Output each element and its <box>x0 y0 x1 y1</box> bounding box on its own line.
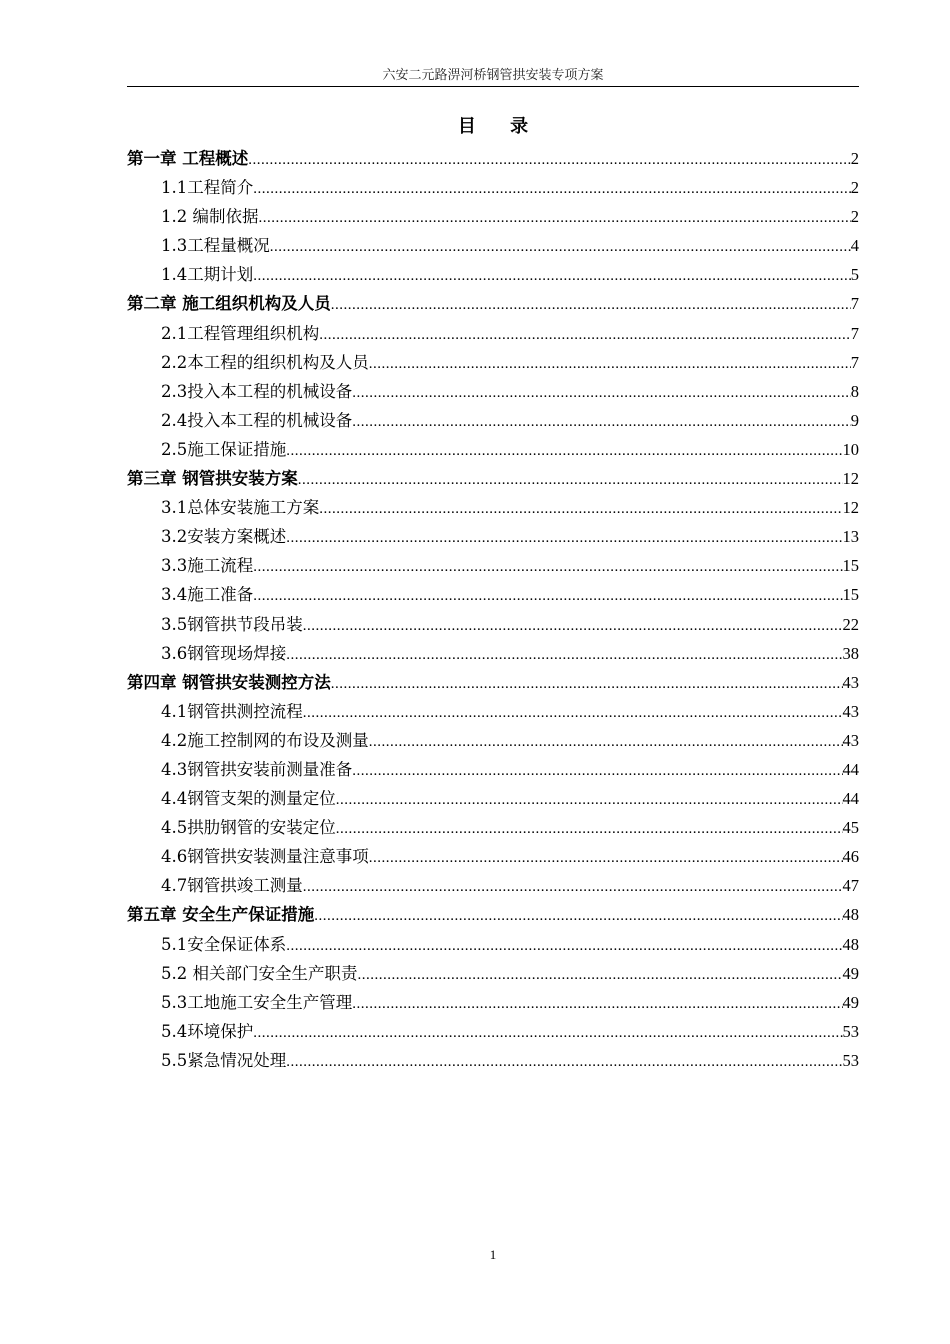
toc-leader-dots <box>286 932 842 961</box>
toc-leader-dots <box>369 728 843 757</box>
toc-leader-dots <box>352 990 842 1019</box>
toc-leader-dots <box>352 757 842 786</box>
toc-section-entry[interactable] <box>127 930 859 959</box>
toc-chapter-entry[interactable] <box>127 900 859 929</box>
toc-leader-dots <box>286 524 842 553</box>
toc-leader-dots <box>286 641 842 670</box>
table-of-contents <box>127 144 859 1075</box>
toc-chapter-entry[interactable] <box>127 144 859 173</box>
toc-leader-dots <box>253 553 842 582</box>
toc-entry-text: 1.3工程量概况 <box>161 236 270 256</box>
toc-section-entry[interactable] <box>127 697 859 726</box>
toc-section-entry[interactable] <box>127 435 859 464</box>
toc-entry-page: 45 <box>842 818 859 838</box>
toc-entry-text: 5.4环境保护 <box>161 1021 254 1041</box>
toc-section-entry[interactable] <box>127 348 859 377</box>
toc-section-entry[interactable] <box>127 871 859 900</box>
toc-leader-dots <box>331 670 843 699</box>
toc-entry-text: 第一章 工程概述 <box>127 149 249 168</box>
toc-leader-dots <box>319 495 842 524</box>
toc-entry-text: 4.3钢管拱安装前测量准备 <box>161 759 353 779</box>
toc-entry-page: 5 <box>850 265 859 285</box>
toc-entry-page: 49 <box>842 963 859 983</box>
toc-entry-text: 5.5紧急情况处理 <box>161 1050 287 1070</box>
toc-leader-dots <box>369 844 843 873</box>
toc-leader-dots <box>319 321 851 350</box>
toc-title: 目 录 <box>457 116 543 137</box>
toc-leader-dots <box>253 262 851 291</box>
toc-entry-page: 15 <box>842 556 859 576</box>
toc-entry-page: 13 <box>842 527 859 547</box>
toc-section-entry[interactable] <box>127 959 859 988</box>
toc-entry-page: 49 <box>842 992 859 1012</box>
toc-section-entry[interactable] <box>127 610 859 639</box>
toc-section-entry[interactable] <box>127 842 859 871</box>
toc-entry-page: 8 <box>850 381 859 401</box>
toc-leader-dots <box>298 466 843 495</box>
toc-section-entry[interactable] <box>127 493 859 522</box>
toc-entry-text: 5.2 相关部门安全生产职责 <box>161 963 358 983</box>
toc-entry-page: 2 <box>850 207 859 227</box>
toc-section-entry[interactable] <box>127 784 859 813</box>
toc-entry-page: 15 <box>842 585 859 605</box>
toc-chapter-entry[interactable] <box>127 289 859 318</box>
toc-leader-dots <box>286 437 842 466</box>
toc-leader-dots <box>303 612 843 641</box>
toc-chapter-entry[interactable] <box>127 668 859 697</box>
toc-entry-page: 53 <box>842 1021 859 1041</box>
toc-entry-text: 4.7钢管拱竣工测量 <box>161 876 303 896</box>
toc-entry-text: 1.2 编制依据 <box>161 207 259 227</box>
toc-section-entry[interactable] <box>127 231 859 260</box>
toc-entry-text: 2.5施工保证措施 <box>161 439 287 459</box>
toc-entry-text: 4.6钢管拱安装测量注意事项 <box>161 847 369 867</box>
toc-entry-text: 第三章 钢管拱安装方案 <box>127 469 298 489</box>
toc-entry-page: 44 <box>842 789 859 809</box>
toc-leader-dots <box>253 1019 842 1048</box>
toc-leader-dots <box>259 204 851 233</box>
toc-section-entry[interactable] <box>127 755 859 784</box>
toc-entry-page: 44 <box>842 759 859 779</box>
toc-entry-text: 3.6钢管现场焊接 <box>161 643 287 663</box>
toc-entry-text: 4.2施工控制网的布设及测量 <box>161 730 369 750</box>
toc-entry-page: 7 <box>850 323 859 343</box>
toc-entry-text: 2.2本工程的组织机构及人员 <box>161 352 369 372</box>
toc-entry-text: 1.1工程简介 <box>161 178 254 198</box>
toc-entry-text: 1.4工期计划 <box>161 265 254 285</box>
toc-leader-dots <box>352 408 851 437</box>
toc-entry-page: 22 <box>842 614 859 634</box>
toc-entry-text: 2.1工程管理组织机构 <box>161 323 320 343</box>
toc-entry-text: 3.3施工流程 <box>161 556 254 576</box>
toc-section-entry[interactable] <box>127 551 859 580</box>
toc-entry-page: 9 <box>850 410 859 430</box>
toc-entry-text: 3.5钢管拱节段吊装 <box>161 614 303 634</box>
toc-section-entry[interactable] <box>127 813 859 842</box>
toc-entry-page: 2 <box>850 149 859 168</box>
toc-entry-page: 48 <box>842 905 859 925</box>
toc-entry-page: 43 <box>842 672 859 692</box>
toc-entry-page: 4 <box>850 236 859 256</box>
toc-section-entry[interactable] <box>127 319 859 348</box>
toc-entry-page: 7 <box>850 352 859 372</box>
toc-leader-dots <box>336 786 843 815</box>
toc-leader-dots <box>303 873 843 902</box>
page-header: 六安二元路淠河桥钢管拱安装专项方案 <box>127 66 859 87</box>
toc-section-entry[interactable] <box>127 1017 859 1046</box>
toc-leader-dots <box>303 699 843 728</box>
toc-section-entry[interactable] <box>127 988 859 1017</box>
toc-section-entry[interactable] <box>127 173 859 202</box>
toc-section-entry[interactable] <box>127 522 859 551</box>
toc-entry-text: 第四章 钢管拱安装测控方法 <box>127 672 331 692</box>
toc-entry-text: 第二章 施工组织机构及人员 <box>127 294 331 314</box>
toc-entry-text: 4.4钢管支架的测量定位 <box>161 789 336 809</box>
toc-section-entry[interactable] <box>127 260 859 289</box>
toc-section-entry[interactable] <box>127 639 859 668</box>
toc-entry-text: 5.3工地施工安全生产管理 <box>161 992 353 1012</box>
toc-entry-page: 7 <box>850 294 859 314</box>
toc-leader-dots <box>270 233 851 262</box>
toc-section-entry[interactable] <box>127 580 859 609</box>
toc-entry-page: 43 <box>842 730 859 750</box>
toc-entry-page: 48 <box>842 934 859 954</box>
toc-entry-text: 3.2安装方案概述 <box>161 527 287 547</box>
toc-section-entry[interactable] <box>127 377 859 406</box>
toc-entry-text: 3.1总体安装施工方案 <box>161 498 320 518</box>
toc-entry-page: 12 <box>842 498 859 518</box>
toc-entry-text: 第五章 安全生产保证措施 <box>127 905 315 925</box>
toc-entry-text: 2.3投入本工程的机械设备 <box>161 381 353 401</box>
toc-leader-dots <box>331 291 851 320</box>
page-number: 1 <box>489 1247 497 1262</box>
toc-leader-dots <box>253 582 842 611</box>
toc-chapter-entry[interactable] <box>127 464 859 493</box>
toc-leader-dots <box>253 175 851 204</box>
toc-leader-dots <box>248 146 851 175</box>
toc-entry-page: 12 <box>842 469 859 489</box>
toc-entry-text: 3.4施工准备 <box>161 585 254 605</box>
toc-entry-text: 4.1钢管拱测控流程 <box>161 701 303 721</box>
toc-entry-text: 4.5拱肋钢管的安装定位 <box>161 818 336 838</box>
toc-leader-dots <box>369 350 851 379</box>
toc-entry-page: 38 <box>842 643 859 663</box>
toc-leader-dots <box>286 1048 842 1077</box>
toc-entry-text: 2.4投入本工程的机械设备 <box>161 410 353 430</box>
toc-entry-page: 2 <box>850 178 859 198</box>
toc-leader-dots <box>352 379 851 408</box>
toc-leader-dots <box>336 815 843 844</box>
toc-entry-text: 5.1安全保证体系 <box>161 934 287 954</box>
toc-entry-page: 47 <box>842 876 859 896</box>
toc-section-entry[interactable] <box>127 1046 859 1075</box>
toc-entry-page: 43 <box>842 701 859 721</box>
toc-leader-dots <box>358 961 843 990</box>
toc-entry-page: 53 <box>842 1050 859 1070</box>
toc-leader-dots <box>314 902 842 931</box>
toc-section-entry[interactable] <box>127 726 859 755</box>
toc-section-entry[interactable] <box>127 202 859 231</box>
toc-entry-page: 10 <box>842 439 859 459</box>
toc-section-entry[interactable] <box>127 406 859 435</box>
toc-entry-page: 46 <box>842 847 859 867</box>
